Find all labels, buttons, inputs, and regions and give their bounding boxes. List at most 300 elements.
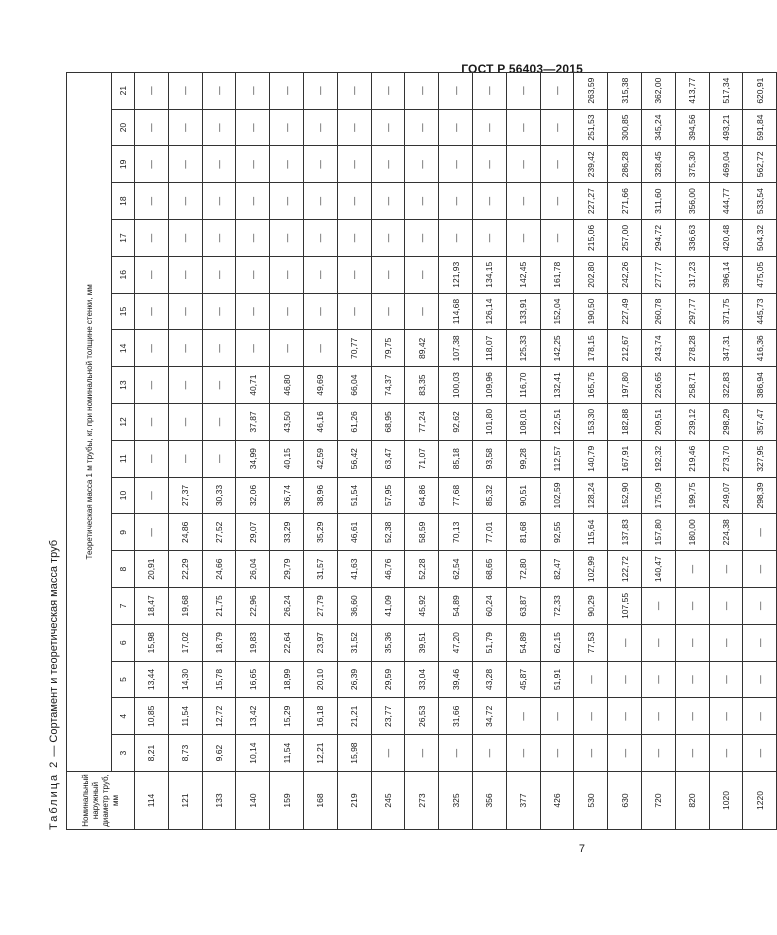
mass-cell: — <box>303 220 337 257</box>
mass-cell: 620,91 <box>743 72 777 109</box>
mass-cell: 8,73 <box>168 735 202 772</box>
mass-cell: — <box>540 146 574 183</box>
mass-cell: — <box>641 588 675 625</box>
mass-cell: — <box>709 588 743 625</box>
mass-cell: 34,99 <box>236 440 270 477</box>
mass-cell: 125,33 <box>506 330 540 367</box>
mass-cell: 15,98 <box>337 735 371 772</box>
mass-cell: 68,95 <box>371 404 405 441</box>
mass-cell: 49,69 <box>303 367 337 404</box>
mass-cell: 61,26 <box>337 404 371 441</box>
mass-cell: — <box>405 256 439 293</box>
mass-cell: — <box>371 293 405 330</box>
mass-cell: — <box>135 293 169 330</box>
mass-cell: — <box>472 72 506 109</box>
mass-cell: — <box>540 698 574 735</box>
mass-cell: 31,52 <box>337 624 371 661</box>
thickness-header-cell: 21 <box>112 72 135 109</box>
mass-cell: 386,94 <box>743 367 777 404</box>
mass-cell: 29,59 <box>371 661 405 698</box>
mass-cell: 43,50 <box>270 404 304 441</box>
table-row <box>303 72 337 829</box>
mass-cell: 22,29 <box>168 551 202 588</box>
mass-cell: 79,75 <box>371 330 405 367</box>
mass-cell: 26,53 <box>405 698 439 735</box>
mass-cell: 85,32 <box>472 477 506 514</box>
page-number: 7 <box>578 843 585 855</box>
mass-cell: 239,12 <box>675 404 709 441</box>
diameter-cell: 630 <box>608 772 642 830</box>
mass-cell: — <box>168 72 202 109</box>
mass-cell: 107,38 <box>439 330 473 367</box>
mass-cell: 62,15 <box>540 624 574 661</box>
mass-cell: — <box>405 220 439 257</box>
mass-cell: 356,00 <box>675 183 709 220</box>
mass-cell: 311,60 <box>641 183 675 220</box>
mass-cell: — <box>270 256 304 293</box>
mass-cell: 227,49 <box>608 293 642 330</box>
mass-cell: 27,52 <box>202 514 236 551</box>
mass-cell: 178,15 <box>574 330 608 367</box>
mass-cell: 26,04 <box>236 551 270 588</box>
thickness-header-cell: 9 <box>112 514 135 551</box>
mass-cell: — <box>303 293 337 330</box>
thickness-header-cell: 15 <box>112 293 135 330</box>
mass-cell: — <box>743 588 777 625</box>
mass-cell: — <box>743 551 777 588</box>
mass-cell: 27,79 <box>303 588 337 625</box>
table-row <box>540 72 574 829</box>
mass-cell: 140,47 <box>641 551 675 588</box>
mass-cell: — <box>540 109 574 146</box>
mass-cell: 54,89 <box>439 588 473 625</box>
mass-cell: — <box>168 256 202 293</box>
mass-cell: 396,14 <box>709 256 743 293</box>
mass-cell: 40,15 <box>270 440 304 477</box>
mass-cell: 85,18 <box>439 440 473 477</box>
mass-cell: — <box>574 735 608 772</box>
mass-cell: 38,96 <box>303 477 337 514</box>
mass-cell: — <box>743 624 777 661</box>
mass-cell: 27,37 <box>168 477 202 514</box>
mass-cell: 197,80 <box>608 367 642 404</box>
mass-cell: 72,80 <box>506 551 540 588</box>
table-row <box>709 72 743 829</box>
mass-cell: — <box>135 220 169 257</box>
mass-cell: — <box>270 330 304 367</box>
mass-cell: — <box>371 220 405 257</box>
mass-cell: 297,77 <box>675 293 709 330</box>
mass-cell: — <box>743 698 777 735</box>
mass-cell: 18,79 <box>202 624 236 661</box>
mass-cell: 591,84 <box>743 109 777 146</box>
mass-cell: — <box>608 661 642 698</box>
mass-cell: 161,78 <box>540 256 574 293</box>
mass-cell: — <box>135 404 169 441</box>
mass-cell: 39,51 <box>405 624 439 661</box>
mass-cell: 22,64 <box>270 624 304 661</box>
mass-cell: 413,77 <box>675 72 709 109</box>
mass-cell: 215,06 <box>574 220 608 257</box>
diameter-cell: 121 <box>168 772 202 830</box>
mass-cell: 23,77 <box>371 698 405 735</box>
mass-cell: 126,14 <box>472 293 506 330</box>
mass-cell: 16,18 <box>303 698 337 735</box>
mass-cell: 142,45 <box>506 256 540 293</box>
mass-cell: 89,42 <box>405 330 439 367</box>
mass-cell: 445,73 <box>743 293 777 330</box>
mass-cell: 345,24 <box>641 109 675 146</box>
mass-cell: — <box>709 661 743 698</box>
mass-cell: — <box>135 256 169 293</box>
mass-cell: — <box>675 698 709 735</box>
mass-cell: 24,66 <box>202 551 236 588</box>
mass-cell: 317,23 <box>675 256 709 293</box>
mass-cell: — <box>236 109 270 146</box>
mass-cell: 420,48 <box>709 220 743 257</box>
mass-cell: 114,68 <box>439 293 473 330</box>
mass-cell: 278,28 <box>675 330 709 367</box>
mass-cell: 36,74 <box>270 477 304 514</box>
table-row <box>608 72 642 829</box>
mass-cell: 533,54 <box>743 183 777 220</box>
mass-cell: 11,54 <box>270 735 304 772</box>
mass-cell: — <box>236 72 270 109</box>
diameter-cell: 720 <box>641 772 675 830</box>
mass-cell: — <box>506 220 540 257</box>
mass-cell: — <box>472 183 506 220</box>
mass-cell: 15,98 <box>135 624 169 661</box>
mass-cell: — <box>303 256 337 293</box>
mass-cell: 219,46 <box>675 440 709 477</box>
mass-cell: 202,80 <box>574 256 608 293</box>
mass-cell: — <box>506 183 540 220</box>
mass-cell: 298,39 <box>743 477 777 514</box>
table-row <box>270 72 304 829</box>
mass-cell: 52,28 <box>405 551 439 588</box>
mass-cell: 56,42 <box>337 440 371 477</box>
mass-cell: 46,16 <box>303 404 337 441</box>
mass-cell: 242,26 <box>608 256 642 293</box>
mass-cell: — <box>506 72 540 109</box>
mass-cell: — <box>371 109 405 146</box>
mass-cell: 77,01 <box>472 514 506 551</box>
mass-cell: 322,83 <box>709 367 743 404</box>
mass-cell: — <box>270 293 304 330</box>
table-row <box>135 72 169 829</box>
mass-cell: 10,14 <box>236 735 270 772</box>
mass-cell: 12,72 <box>202 698 236 735</box>
mass-cell: 51,54 <box>337 477 371 514</box>
mass-cell: 46,80 <box>270 367 304 404</box>
mass-cell: 347,31 <box>709 330 743 367</box>
table-body <box>135 72 777 829</box>
mass-cell: 92,55 <box>540 514 574 551</box>
table-row <box>439 72 473 829</box>
mass-cell: — <box>574 698 608 735</box>
mass-cell: — <box>168 109 202 146</box>
mass-cell: 371,75 <box>709 293 743 330</box>
mass-cell: — <box>303 183 337 220</box>
diameter-cell: 245 <box>371 772 405 830</box>
mass-cell: — <box>270 220 304 257</box>
mass-cell: 60,24 <box>472 588 506 625</box>
mass-cell: 36,60 <box>337 588 371 625</box>
mass-cell: 128,24 <box>574 477 608 514</box>
mass-cell: 43,28 <box>472 661 506 698</box>
mass-cell: 58,59 <box>405 514 439 551</box>
mass-cell: — <box>337 109 371 146</box>
thickness-header-cell: 5 <box>112 661 135 698</box>
mass-cell: 273,70 <box>709 440 743 477</box>
mass-cell: 101,80 <box>472 404 506 441</box>
mass-cell: 77,24 <box>405 404 439 441</box>
mass-cell: — <box>472 735 506 772</box>
mass-cell: — <box>236 220 270 257</box>
mass-cell: — <box>202 256 236 293</box>
mass-cell: — <box>405 72 439 109</box>
mass-cell: — <box>202 72 236 109</box>
mass-cell: 14,30 <box>168 661 202 698</box>
mass-cell: 277,77 <box>641 256 675 293</box>
mass-cell: 46,61 <box>337 514 371 551</box>
mass-cell: 72,33 <box>540 588 574 625</box>
diameter-cell: 325 <box>439 772 473 830</box>
mass-cell: — <box>202 183 236 220</box>
mass-cell: 328,45 <box>641 146 675 183</box>
mass-cell: 475,05 <box>743 256 777 293</box>
mass-cell: 26,24 <box>270 588 304 625</box>
mass-cell: — <box>371 146 405 183</box>
mass-cell: — <box>608 698 642 735</box>
mass-cell: 70,77 <box>337 330 371 367</box>
mass-cell: 15,29 <box>270 698 304 735</box>
mass-cell: 13,44 <box>135 661 169 698</box>
mass-cell: — <box>168 293 202 330</box>
mass-cell: — <box>371 72 405 109</box>
mass-cell: 51,79 <box>472 624 506 661</box>
table-row <box>675 72 709 829</box>
mass-cell: — <box>337 146 371 183</box>
mass-cell: 336,63 <box>675 220 709 257</box>
mass-cell: 20,10 <box>303 661 337 698</box>
mass-cell: 83,35 <box>405 367 439 404</box>
table-row <box>202 72 236 829</box>
mass-cell: — <box>236 293 270 330</box>
mass-cell: 32,06 <box>236 477 270 514</box>
mass-cell: — <box>202 367 236 404</box>
mass-cell: 33,04 <box>405 661 439 698</box>
mass-cell: 42,59 <box>303 440 337 477</box>
mass-cell: 224,38 <box>709 514 743 551</box>
pipe-mass-table <box>66 72 777 830</box>
mass-cell: 31,57 <box>303 551 337 588</box>
mass-cell: 108,01 <box>506 404 540 441</box>
mass-cell: 112,57 <box>540 440 574 477</box>
mass-cell: — <box>236 146 270 183</box>
mass-cell: 137,83 <box>608 514 642 551</box>
mass-cell: — <box>472 109 506 146</box>
mass-cell: 192,32 <box>641 440 675 477</box>
mass-cell: 23,97 <box>303 624 337 661</box>
mass-cell: 239,42 <box>574 146 608 183</box>
mass-cell: 92,62 <box>439 404 473 441</box>
thickness-header-cell: 18 <box>112 183 135 220</box>
mass-cell: 102,59 <box>540 477 574 514</box>
mass-cell: — <box>168 404 202 441</box>
mass-cell: 357,47 <box>743 404 777 441</box>
thickness-header-cell: 20 <box>112 109 135 146</box>
mass-cell: — <box>270 72 304 109</box>
mass-cell: — <box>135 146 169 183</box>
diameter-cell: 219 <box>337 772 371 830</box>
mass-cell: — <box>202 146 236 183</box>
thickness-header-cell: 16 <box>112 256 135 293</box>
mass-cell: 17,02 <box>168 624 202 661</box>
mass-cell: 257,00 <box>608 220 642 257</box>
mass-cell: 34,72 <box>472 698 506 735</box>
mass-cell: 121,93 <box>439 256 473 293</box>
mass-cell: — <box>540 735 574 772</box>
mass-cell: 271,66 <box>608 183 642 220</box>
mass-cell: — <box>303 72 337 109</box>
mass-cell: 132,41 <box>540 367 574 404</box>
table-caption <box>44 540 64 830</box>
mass-cell: — <box>709 624 743 661</box>
mass-cell: — <box>472 220 506 257</box>
mass-cell: — <box>337 256 371 293</box>
mass-cell: — <box>135 514 169 551</box>
diameter-cell: 114 <box>135 772 169 830</box>
mass-cell: — <box>236 330 270 367</box>
mass-cell: 99,28 <box>506 440 540 477</box>
mass-cell: 394,56 <box>675 109 709 146</box>
mass-cell: 122,51 <box>540 404 574 441</box>
mass-cell: 90,51 <box>506 477 540 514</box>
mass-cell: — <box>270 109 304 146</box>
mass-cell: 199,75 <box>675 477 709 514</box>
mass-cell: 45,87 <box>506 661 540 698</box>
thickness-header-cell: 11 <box>112 440 135 477</box>
thickness-header-cell: 8 <box>112 551 135 588</box>
mass-cell: — <box>743 514 777 551</box>
mass-cell: 165,75 <box>574 367 608 404</box>
mass-cell: — <box>371 256 405 293</box>
mass-cell: 469,04 <box>709 146 743 183</box>
table-row <box>641 72 675 829</box>
mass-cell: 190,50 <box>574 293 608 330</box>
table-row <box>236 72 270 829</box>
mass-cell: — <box>675 661 709 698</box>
mass-cell: 19,83 <box>236 624 270 661</box>
mass-cell: 46,76 <box>371 551 405 588</box>
mass-cell: — <box>202 109 236 146</box>
mass-cell: 504,32 <box>743 220 777 257</box>
mass-cell: — <box>337 72 371 109</box>
thickness-header-cell: 3 <box>112 735 135 772</box>
mass-cell: 157,80 <box>641 514 675 551</box>
mass-cell: 8,21 <box>135 735 169 772</box>
mass-cell: — <box>202 440 236 477</box>
mass-cell: 249,07 <box>709 477 743 514</box>
mass-cell: 21,75 <box>202 588 236 625</box>
mass-cell: 226,65 <box>641 367 675 404</box>
diameter-cell: 820 <box>675 772 709 830</box>
mass-cell: 116,70 <box>506 367 540 404</box>
mass-cell: 133,91 <box>506 293 540 330</box>
diameter-cell: 377 <box>506 772 540 830</box>
mass-cell: — <box>675 624 709 661</box>
mass-cell: 100,03 <box>439 367 473 404</box>
mass-cell: — <box>236 183 270 220</box>
mass-cell: — <box>270 183 304 220</box>
mass-cell: — <box>439 72 473 109</box>
mass-cell: 29,07 <box>236 514 270 551</box>
mass-cell: 227,27 <box>574 183 608 220</box>
diameter-cell: 159 <box>270 772 304 830</box>
mass-cell: 493,21 <box>709 109 743 146</box>
mass-header: Теоретическая масса 1 м трубы, кг, при номинальной толщине стенки, мм <box>67 72 112 771</box>
mass-cell: 63,87 <box>506 588 540 625</box>
mass-cell: — <box>675 551 709 588</box>
mass-cell: 251,53 <box>574 109 608 146</box>
table-row <box>371 72 405 829</box>
mass-cell: 12,21 <box>303 735 337 772</box>
mass-cell: 327,95 <box>743 440 777 477</box>
diameter-cell: 356 <box>472 772 506 830</box>
mass-cell: — <box>135 330 169 367</box>
mass-cell: — <box>641 735 675 772</box>
mass-cell: 70,13 <box>439 514 473 551</box>
mass-cell: — <box>709 698 743 735</box>
thickness-header-cell: 6 <box>112 624 135 661</box>
table-row <box>168 72 202 829</box>
mass-cell: — <box>168 330 202 367</box>
mass-cell: 294,72 <box>641 220 675 257</box>
thickness-header-cell: 14 <box>112 330 135 367</box>
mass-cell: 51,91 <box>540 661 574 698</box>
mass-cell: 298,29 <box>709 404 743 441</box>
diameter-cell: 273 <box>405 772 439 830</box>
mass-cell: — <box>371 183 405 220</box>
thickness-header-cell: 17 <box>112 220 135 257</box>
mass-cell: 260,78 <box>641 293 675 330</box>
mass-cell: — <box>641 698 675 735</box>
mass-cell: — <box>270 146 304 183</box>
mass-cell: 115,64 <box>574 514 608 551</box>
mass-cell: 517,34 <box>709 72 743 109</box>
mass-cell: — <box>675 735 709 772</box>
mass-cell: — <box>641 661 675 698</box>
mass-cell: 9,62 <box>202 735 236 772</box>
mass-cell: — <box>337 220 371 257</box>
mass-cell: 81,68 <box>506 514 540 551</box>
mass-cell: 21,21 <box>337 698 371 735</box>
mass-cell: 107,55 <box>608 588 642 625</box>
thickness-header-cell: 4 <box>112 698 135 735</box>
mass-cell: 562,72 <box>743 146 777 183</box>
mass-cell: — <box>743 735 777 772</box>
mass-cell: 41,09 <box>371 588 405 625</box>
mass-cell: 52,38 <box>371 514 405 551</box>
mass-cell: 182,88 <box>608 404 642 441</box>
mass-cell: 16,65 <box>236 661 270 698</box>
table-row <box>337 72 371 829</box>
rotated-content <box>44 77 765 830</box>
mass-cell: — <box>135 109 169 146</box>
mass-cell: — <box>608 624 642 661</box>
table-row <box>743 72 777 829</box>
